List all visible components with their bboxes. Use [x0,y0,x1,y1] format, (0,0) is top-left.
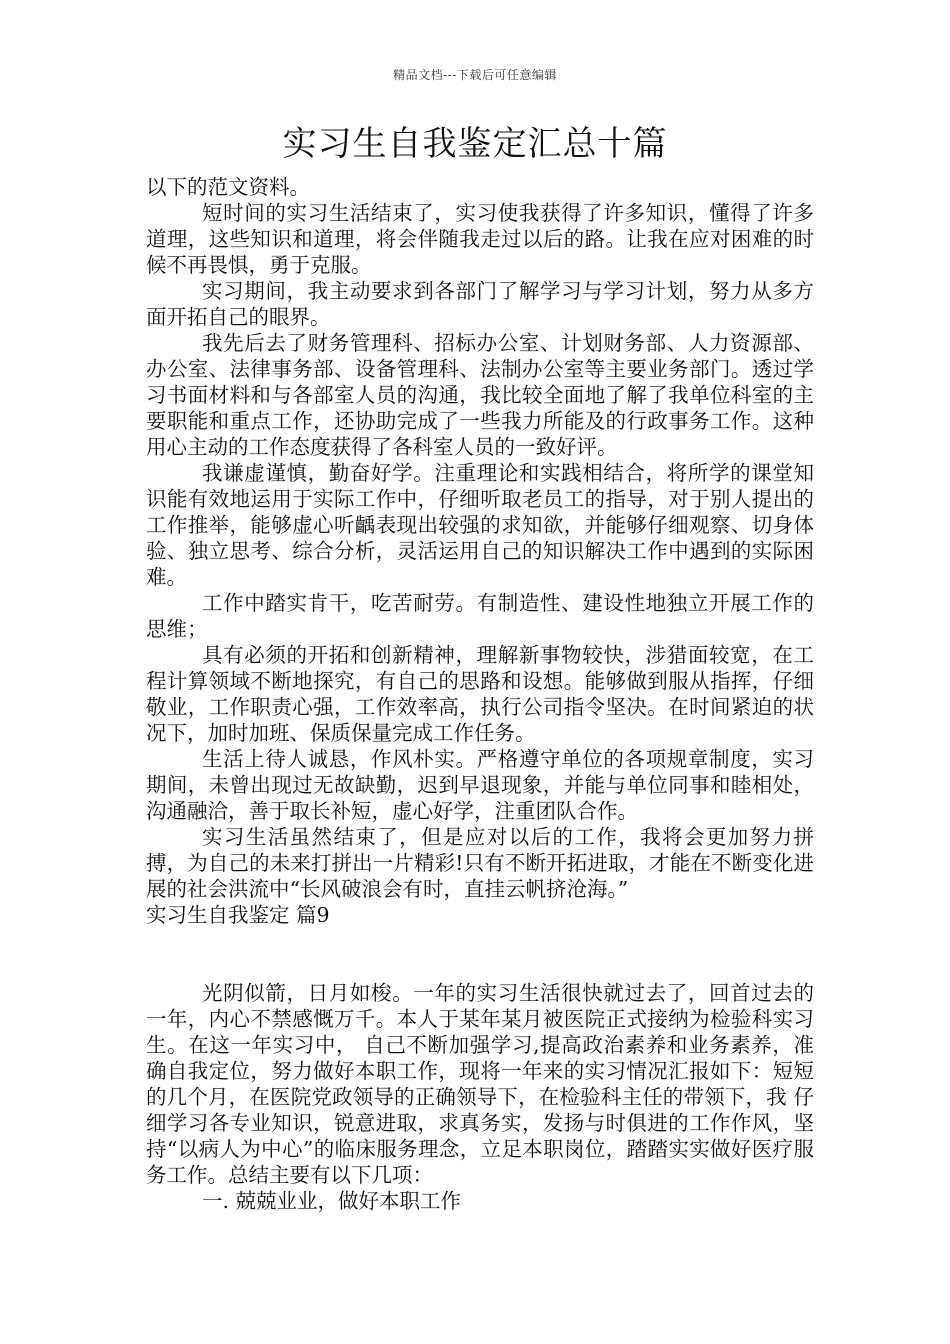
section-heading: 实习生自我鉴定 篇9 [146,903,330,927]
document-title: 实习生自我鉴定汇总十篇 [282,124,668,164]
paragraph: 工作中踏实肯干，吃苦耐劳。有制造性、建设性地独立开展工作的思维； [146,591,814,641]
paragraph: 以下的范文资料。 [146,175,310,199]
paragraph: 生活上待人诚恳，作风朴实。严格遵守单位的各项规章制度，实习期间，未曾出现过无故缺勤，迟到早退现象，并能与单位同事和睦相处，沟通融洽，善于取长补短，虚心好学，注重团队合作。 [146,747,814,823]
paragraph: 短时间的实习生活结束了，实习使我获得了许多知识，懂得了许多道理，这些知识和道理，将会伴随我走过以后的路。让我在应对困难的时候不再畏惧，勇于克服。 [146,201,814,277]
paragraph: 光阴似箭，日月如梭。一年的实习生活很快就过去了，回首过去的一年，内心不禁感慨万千。本人于某年某月被医院正式接纳为检验科实习生。在这一年实习中， 自己不断加强学习,提高政治素养和业务素养，准确自我定位，努力做好本职工作，现将一年来的实习情况汇报如下：短短的几个月，在医院党政领导的正确领导下，在检验科主任的带领下，我 仔细学习各专业知识，锐意进取，求真务实，发扬与时俱进的工作作风，坚持“以病人为中心”的临床服务理念，立足本职岗位，踏踏实实做好医疗服务工作。总结主要有以下几项： [146,981,814,1187]
header-note: 精品文档---下载后可任意编辑 [393,68,557,82]
document-body [146,174,814,1214]
blank-space [146,928,814,980]
paragraph: 实习期间，我主动要求到各部门了解学习与学习计划，努力从多方面开拓自己的眼界。 [146,279,814,329]
paragraph: 我谦虚谨慎，勤奋好学。注重理论和实践相结合，将所学的课堂知识能有效地运用于实际工作中，仔细听取老员工的指导，对于别人提出的工作推举，能够虚心听齲表现出较强的求知欲，并能够仔细观察、切身体验、独立思考、综合分析，灵活运用自己的知识解决工作中遇到的实际困难。 [146,461,814,589]
paragraph: 实习生活虽然结束了，但是应对以后的工作，我将会更加努力拼搏，为自己的未来打拼出一片精彩!只有不断开拓进取，才能在不断变化进展的社会洪流中“长风破浪会有时，直挂云帆挤沧海。” [146,825,814,901]
paragraph: 具有必须的开拓和创新精神，理解新事物较快，涉猎面较宽，在工程计算领域不断地探究，有自己的思路和设想。能够做到服从指挥，仔细敬业，工作职责心强，工作效率高，执行公司指令坚决。在时间紧迫的状况下，加时加班、保质保量完成工作任务。 [146,643,814,745]
subsection-heading: 一. 兢兢业业，做好本职工作 [202,1189,462,1213]
paragraph: 我先后去了财务管理科、招标办公室、计划财务部、人力资源部、办公室、法律事务部、设备管理科、法制办公室等主要业务部门。透过学习书面材料和与各部室人员的沟通，我比较全面地了解了我单位科室的主要职能和重点工作，还协助完成了一些我力所能及的行政事务工作。这种用心主动的工作态度获得了各科室人员的一致好评。 [146,331,814,459]
